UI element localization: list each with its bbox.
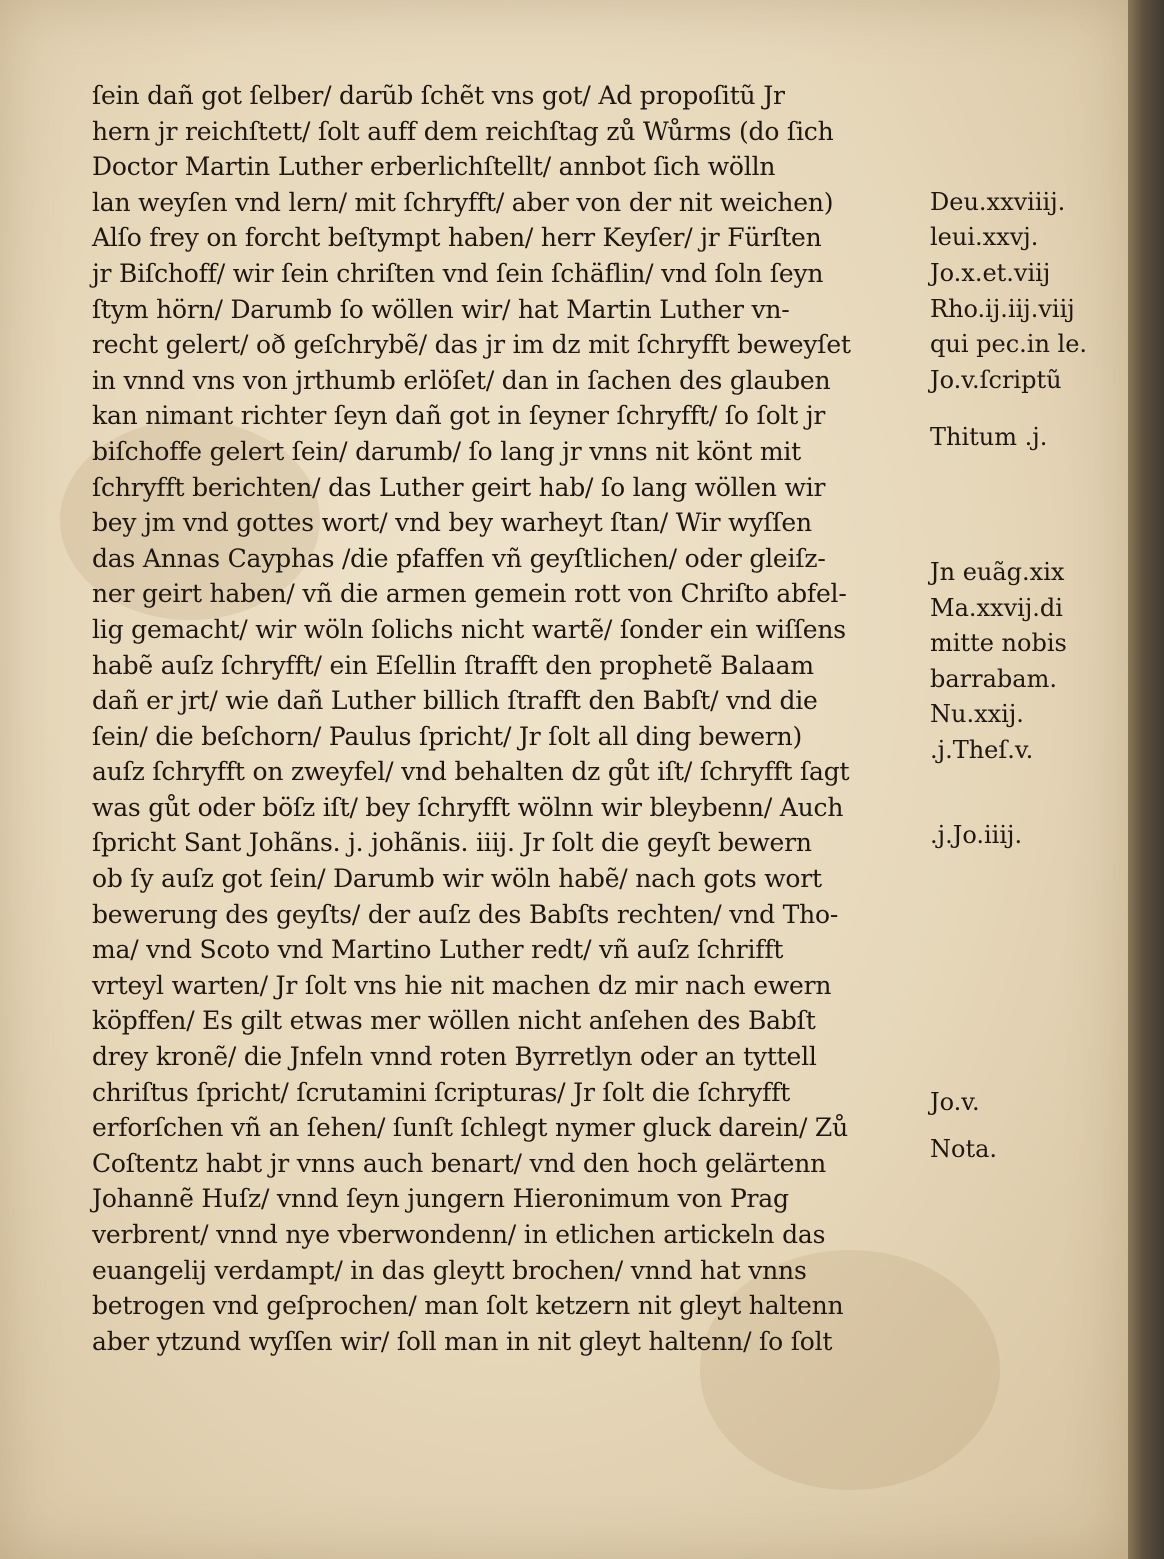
margin-note: mitte nobis bbox=[930, 629, 1067, 658]
margin-note: Rho.ij.iij.viij bbox=[930, 294, 1075, 323]
text-line: drey kronẽ/ die Jnfeln vnnd roten Byrretlyn oder an tyttell bbox=[92, 1042, 817, 1072]
text-line: ner geirt haben/ vñ die armen gemein rott von Chriſto abfel- bbox=[92, 579, 847, 609]
text-line: euangelij verdampt/ in das gleytt brochen/ vnnd hat vnns bbox=[92, 1255, 807, 1285]
margin-note: Jo.x.et.viij bbox=[930, 259, 1051, 287]
text-line: ſein dañ got ſelber/ darũb ſchẽt vns got/ Ad propoſitũ Jr bbox=[92, 81, 785, 110]
text-line: auſz ſchryfft on zweyfel/ vnd behalten dz gůt iſt/ ſchryfft ſagt bbox=[92, 757, 850, 787]
text-line: chriſtus ſpricht/ ſcrutamini ſcripturas/ Jr ſolt die ſchryfft bbox=[92, 1077, 791, 1107]
text-line: in vnnd vns von jrthumb erlöſet/ dan in ſachen des glauben bbox=[92, 365, 831, 395]
text-line: betrogen vnd geſprochen/ man ſolt ketzern nit gleyt haltenn bbox=[92, 1291, 844, 1321]
text-line: lig gemacht/ wir wöln ſolichs nicht wartẽ/ ſonder ein wiſſens bbox=[92, 614, 846, 644]
text-line: bey jm vnd gottes wort/ vnd bey warheyt ſtan/ Wir wyſſen bbox=[92, 508, 812, 538]
body-text-block bbox=[92, 78, 932, 1359]
margin-note: Jo.v.ſcriptũ bbox=[930, 365, 1062, 394]
text-line: das Annas Cayphas /die pfaffen vñ geyſtlichen/ oder gleiſz- bbox=[92, 543, 826, 573]
margin-note: Ma.xxvij.di bbox=[930, 593, 1063, 622]
text-line: dañ er jrt/ wie dañ Luther billich ſtrafft den Babſt/ vnd die bbox=[92, 686, 818, 716]
text-line: ſchryfft berichten/ das Luther geirt hab/ ſo lang wöllen wir bbox=[92, 472, 826, 502]
text-line: lan weyſen vnd lern/ mit ſchryfft/ aber von der nit weichen) bbox=[92, 187, 834, 217]
text-line: köpffen/ Es gilt etwas mer wöllen nicht anſehen des Babſt bbox=[92, 1006, 816, 1036]
text-line: Alſo frey on forcht beſtympt haben/ herr Keyſer/ jr Fürſten bbox=[92, 223, 822, 253]
margin-note: Nu.xxij. bbox=[930, 700, 1024, 729]
margin-note: Thitum .j. bbox=[930, 422, 1048, 451]
text-line: vrteyl warten/ Jr ſolt vns hie nit machen dz mir nach ewern bbox=[92, 970, 832, 1000]
text-line: ob ſy auſz got ſein/ Darumb wir wöln habẽ/ nach gots wort bbox=[92, 864, 822, 894]
text-line: aber ytzund wyſſen wir/ ſoll man in nit gleyt haltenn/ ſo ſolt bbox=[92, 1326, 833, 1356]
margin-note: .j.Theſ.v. bbox=[930, 736, 1034, 765]
text-line: erforſchen vñ an ſehen/ ſunſt ſchlegt nymer gluck darein/ Zů bbox=[92, 1113, 848, 1143]
text-line: Doctor Martin Luther erberlichſtellt/ annbot ſich wölln bbox=[92, 152, 776, 182]
margin-note: qui pec.in le. bbox=[930, 330, 1088, 359]
text-line: ma/ vnd Scoto vnd Martino Luther redt/ vñ auſz ſchrifft bbox=[92, 935, 784, 965]
margin-note: Deu.xxviiij. bbox=[930, 187, 1066, 216]
text-line: Johannẽ Huſz/ vnnd ſeyn jungern Hieronimum von Prag bbox=[92, 1184, 789, 1214]
text-line: kan nimant richter ſeyn dañ got in ſeyner ſchryfft/ ſo ſolt jr bbox=[92, 401, 826, 431]
margin-note: Jn euãg.xix bbox=[930, 558, 1065, 587]
text-line: habẽ auſz ſchryfft/ ein Eſellin ſtrafft den prophetẽ Balaam bbox=[92, 650, 814, 680]
margin-note: Jo.v. bbox=[930, 1088, 980, 1117]
text-line: ſpricht Sant Johãns. j. johãnis. iiij. Jr ſolt die geyſt bewern bbox=[92, 828, 812, 858]
margin-note: .j.Jo.iiij. bbox=[930, 821, 1023, 850]
margin-note: barrabam. bbox=[930, 664, 1057, 693]
text-line: Coſtentz habt jr vnns auch benart/ vnd den hoch gelärtenn bbox=[92, 1148, 827, 1178]
book-binding-edge bbox=[1128, 0, 1164, 1559]
text-line: verbrent/ vnnd nye vberwondenn/ in etlichen artickeln das bbox=[92, 1220, 826, 1249]
text-line: ſein/ die beſchorn/ Paulus ſpricht/ Jr ſolt all ding bewern) bbox=[92, 721, 803, 751]
text-line: was gůt oder böſz iſt/ bey ſchryfft wölnn wir bleybenn/ Auch bbox=[92, 792, 844, 822]
text-line: hern jr reichſtett/ ſolt auff dem reichſtag zů Wůrms (do ſich bbox=[92, 116, 834, 146]
text-line: bewerung des geyſts/ der auſz des Babſts rechten/ vnd Tho- bbox=[92, 899, 839, 929]
margin-note: leui.xxvj. bbox=[930, 223, 1039, 252]
margin-note: Nota. bbox=[930, 1134, 998, 1163]
text-line: recht gelert/ oð geſchrybẽ/ das jr im dz mit ſchryfft beweyſet bbox=[92, 330, 851, 360]
text-line: biſchoffe gelert ſein/ darumb/ ſo lang jr vnns nit könt mit bbox=[92, 436, 802, 466]
text-line: jr Biſchoff/ wir ſein chriſten vnd ſein ſchäflin/ vnd ſoln ſeyn bbox=[92, 258, 824, 288]
text-line: ſtym hörn/ Darumb ſo wöllen wir/ hat Martin Luther vn- bbox=[92, 294, 790, 324]
